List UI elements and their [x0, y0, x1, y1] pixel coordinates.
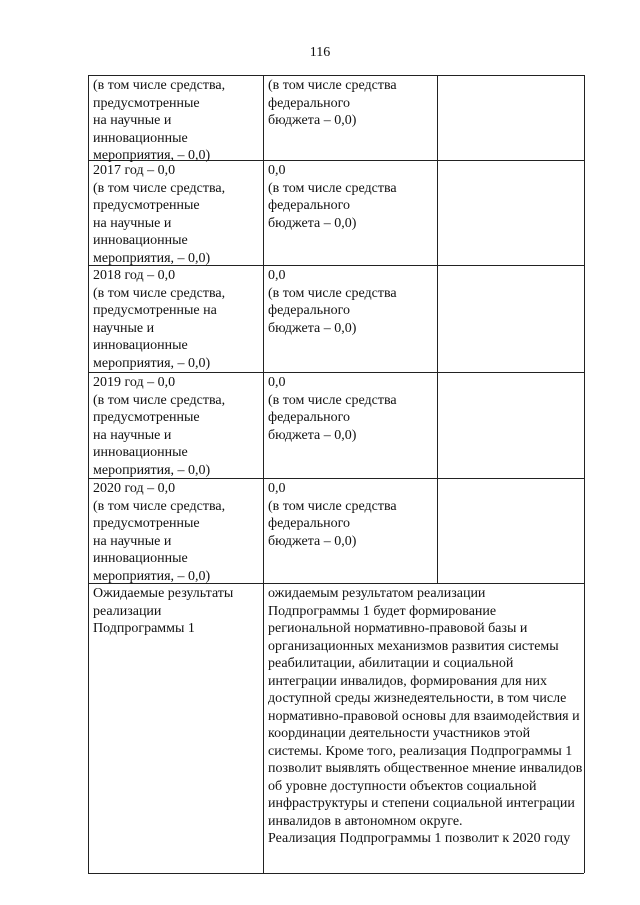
cell-text-line: 2017 год – 0,0 [93, 163, 176, 178]
budget-cell-federal [264, 267, 437, 337]
cell-text-line: инфраструктуры и степени социальной интеграции [268, 796, 575, 811]
cell-text-line: системы. Кроме того, реализация Подпрограммы 1 [268, 743, 573, 759]
budget-cell-federal [264, 374, 437, 444]
cell-text-line: научные и [93, 320, 155, 336]
cell-text-line: (в том числе средства [268, 285, 397, 301]
budget-cell-federal [264, 480, 437, 550]
cell-text-line: бюджета – 0,0) [268, 427, 357, 443]
cell-text-line: предусмотренные [93, 410, 200, 425]
cell-text-line: интеграции инвалидов, формирования для них [268, 673, 548, 689]
cell-text-line: бюджета – 0,0) [268, 533, 357, 549]
cell-text-line: 0,0 [268, 481, 286, 496]
cell-text-line: инновационные [93, 445, 188, 460]
cell-text-line: (в том числе средства, [93, 78, 226, 93]
cell-text-line: мероприятия, – 0,0) [93, 148, 211, 163]
budget-cell-total [89, 374, 263, 479]
cell-text-line: мероприятия, – 0,0) [93, 355, 211, 371]
cell-text-line: (в том числе средства, [93, 285, 226, 301]
cell-text-line: инновационные [93, 338, 188, 353]
cell-text-line: предусмотренные [93, 95, 200, 111]
column-divider [437, 75, 438, 583]
cell-text-line: предусмотренные на [93, 303, 217, 318]
cell-text-line: позволит выявлять общественное мнение инвалидов [268, 761, 583, 776]
cell-text-line: 0,0 [268, 268, 286, 283]
cell-text-line: Ожидаемые результаты [93, 586, 234, 601]
cell-text-line: (в том числе средства [268, 392, 397, 408]
budget-cell-total [89, 267, 263, 372]
cell-text-line: организационных механизмов развития системы [268, 638, 559, 654]
budget-cell-total [89, 162, 263, 267]
cell-text-line: на научные и [93, 533, 172, 549]
cell-text-line: мероприятия, – 0,0) [93, 250, 211, 266]
row-divider [88, 873, 584, 874]
cell-text-line: об уровне доступности объектов социальной [268, 778, 537, 794]
results-label [89, 585, 263, 638]
cell-text-line: (в том числе средства [268, 180, 397, 196]
cell-text-line: Подпрограммы 1 [93, 621, 195, 636]
budget-cell-total [89, 480, 263, 585]
cell-text-line: мероприятия, – 0,0) [93, 462, 211, 478]
budget-cell-federal [264, 77, 437, 130]
cell-text-line: (в том числе средства, [93, 180, 226, 196]
cell-text-line: 0,0 [268, 163, 286, 178]
cell-text-line: федерального [268, 410, 351, 425]
cell-text-line: на научные и [93, 427, 172, 443]
cell-text-line: реализации [93, 603, 162, 619]
cell-text-line: мероприятия, – 0,0) [93, 568, 211, 584]
page-number: 116 [309, 45, 331, 60]
results-text [264, 585, 584, 848]
cell-text-line: предусмотренные [93, 198, 200, 213]
cell-text-line: федерального [268, 95, 351, 111]
cell-text-line: (в том числе средства, [93, 392, 226, 408]
cell-text-line: 2018 год – 0,0 [93, 268, 176, 283]
cell-text-line: инновационные [93, 551, 188, 566]
cell-text-line: ожидаемым результатом реализации [268, 586, 486, 601]
cell-text-line: Реализация Подпрограммы 1 позволит к 2020 году [268, 831, 571, 846]
cell-text-line: реабилитации, абилитации и социальной [268, 656, 514, 671]
cell-text-line: доступной среды жизнедеятельности, в том числе [268, 691, 567, 706]
column-divider [584, 75, 585, 873]
cell-text-line: предусмотренные [93, 516, 200, 531]
cell-text-line: на научные и [93, 113, 172, 128]
cell-text-line: региональной нормативно-правовой базы и [268, 621, 528, 636]
cell-text-line: 2020 год – 0,0 [93, 481, 176, 496]
row-divider [88, 75, 584, 76]
cell-text-line: Подпрограммы 1 будет формирование [268, 603, 497, 619]
cell-text-line: бюджета – 0,0) [268, 215, 357, 231]
cell-text-line: 2019 год – 0,0 [93, 375, 176, 390]
cell-text-line: 0,0 [268, 375, 286, 390]
cell-text-line: на научные и [93, 215, 172, 231]
row-divider [88, 372, 584, 373]
cell-text-line: (в том числе средства [268, 498, 397, 514]
cell-text-line: федерального [268, 516, 351, 531]
cell-text-line: федерального [268, 303, 351, 318]
cell-text-line: федерального [268, 198, 351, 213]
budget-cell-federal [264, 162, 437, 232]
cell-text-line: инвалидов в автономном округе. [268, 813, 463, 829]
budget-cell-total [89, 77, 263, 165]
cell-text-line: координации деятельности участников этой [268, 726, 531, 741]
cell-text-line: инновационные [93, 130, 188, 146]
cell-text-line: бюджета – 0,0) [268, 113, 357, 128]
cell-text-line: (в том числе средства [268, 78, 397, 93]
cell-text-line: инновационные [93, 233, 188, 248]
cell-text-line: нормативно-правовой основы для взаимодействия и [268, 708, 580, 724]
cell-text-line: бюджета – 0,0) [268, 320, 357, 336]
cell-text-line: (в том числе средства, [93, 498, 226, 514]
